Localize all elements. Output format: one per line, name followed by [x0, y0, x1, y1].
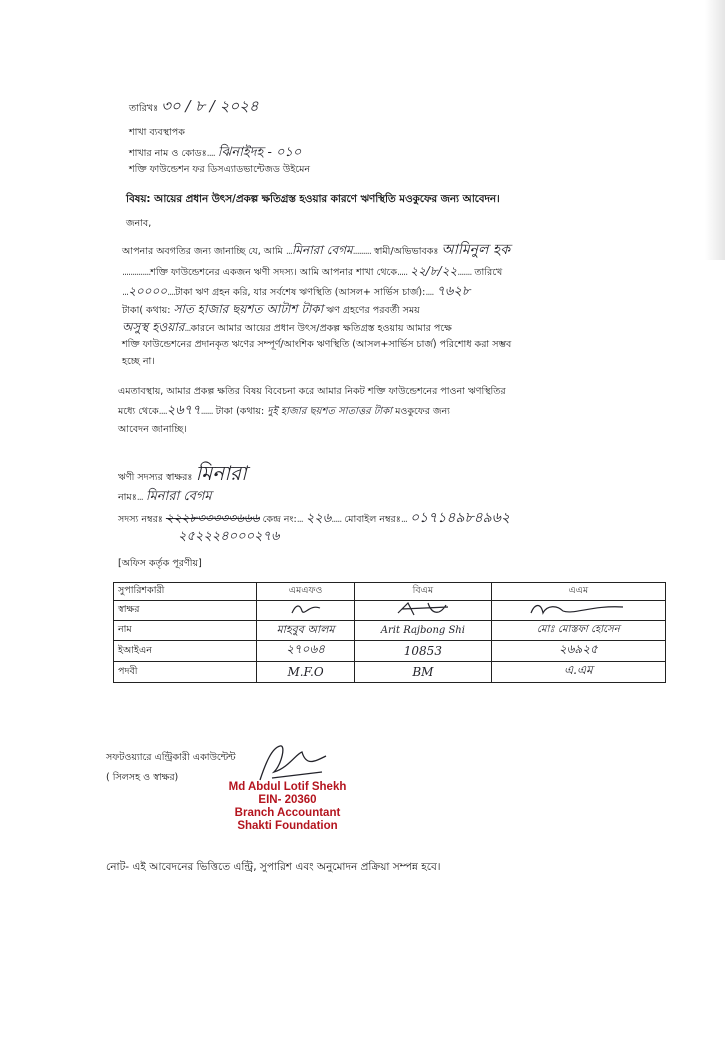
- table-row-label: ইআইএন: [114, 641, 257, 662]
- table-cell: ২৭০৬৪: [257, 641, 355, 662]
- loan-date-field: ২২/৮/২২: [410, 264, 458, 278]
- table-cell: BM: [355, 662, 492, 683]
- table-cell: 10853: [355, 641, 492, 662]
- para2-text2: মধ্যে থেকে: [118, 406, 159, 417]
- loan-amount-field: ২০০০০: [128, 284, 168, 298]
- table-cell: মোঃ মোস্তফা হোসেন: [491, 621, 665, 641]
- guardian-field: আমিনুল হক: [441, 242, 510, 258]
- scan-edge-shadow: [705, 0, 725, 260]
- table-cell: ২৬৯২৫: [491, 641, 665, 662]
- member-id-line: সদস্য নম্বরঃ ২২২৮৩৩৩৩৩৬৬৬ কেন্দ্র নং:... ২২৬..... মোবাইল নম্বরঃ... ০১৭১৪৯৮৪৯৬২: [118, 510, 510, 526]
- table-cell: M.F.O: [257, 662, 355, 683]
- signature-cell-mfo: [257, 601, 355, 621]
- member-id-struck: ২২২৮৩৩৩৩৩৬৬৬: [165, 511, 260, 525]
- table-cell: মাহবুব আলম: [257, 621, 355, 641]
- handwritten-signature: [286, 602, 326, 616]
- table-header-cell: এমএফও: [257, 583, 355, 601]
- recipient-title: শাখা ব্যবস্থাপক: [129, 127, 185, 138]
- handwritten-signature: [388, 601, 458, 617]
- table-row-label: নাম: [114, 621, 257, 641]
- para2-line3: আবেদন জানাচ্ছি।: [118, 424, 187, 435]
- mobile-label: মোবাইল নম্বরঃ: [344, 514, 401, 525]
- stamp-line: Shakti Foundation: [237, 820, 338, 832]
- center-value: ২২৬: [305, 511, 332, 526]
- table-row: [114, 662, 666, 683]
- para2-text3: টাকা (কথায়:: [215, 406, 265, 417]
- table-header-cell: সুপারিশকারী: [114, 583, 257, 601]
- date-line: [129, 97, 259, 115]
- mobile-value: ০১৭১৪৯৮৪৯৬২: [409, 510, 510, 526]
- para1-line6: শক্তি ফাউন্ডেশনের প্রদানকৃত ঋণের সম্পূর্ণ/আংশিক ঋণস্থিতি (আসল+সার্ভিস চার্জ) পরিশোধ করা সম্ভব: [122, 339, 512, 350]
- office-approval-table: [113, 582, 666, 683]
- para1-text1: আপনার অবগতির জন্য জানাচ্ছি যে, আমি: [122, 246, 283, 257]
- handwritten-signature: [523, 601, 633, 617]
- organization-name: শক্তি ফাউন্ডেশন ফর ডিসএ্যাডভান্টেজড উইমেন: [129, 164, 311, 175]
- accountant-signature: [252, 742, 332, 786]
- para1-line4: [122, 303, 420, 317]
- date-value: ৩০ / ৮ / ২০২৪: [161, 97, 259, 115]
- member-signature: মিনারা: [195, 461, 247, 485]
- reason-field: অসুস্থ হওয়ার: [122, 320, 185, 334]
- salutation: জনাব,: [126, 218, 152, 229]
- para1-line5: অসুস্থ হওয়ার...কারনে আমার আয়ের প্রধান উৎস/প্রকল্প ক্ষতিগ্রস্ত হওয়ায় আমার পক্ষে: [122, 320, 452, 334]
- para1-line1: আপনার অবগতির জন্য জানাচ্ছি যে, আমি ...মিনারা বেগম......... স্বামী/অভিভাবকঃ আমিনুল হক: [122, 242, 510, 258]
- para1-text5: টাকা ঋণ গ্রহন করি, যার সর্বশেষ ঋণস্থিতি (আসল+ সার্ভিস চার্জ):: [175, 287, 426, 298]
- stamp-line: Branch Accountant: [234, 807, 341, 819]
- member-id-label: সদস্য নম্বরঃ: [118, 514, 163, 525]
- para1-text4: তারিখে: [474, 267, 503, 278]
- center-label: কেন্দ্র নং:: [262, 514, 297, 525]
- signature-cell-bm: [355, 601, 492, 621]
- accountant-seal-label: ( সিলসহ ও স্বাক্ষর): [106, 772, 179, 783]
- accountant-stamp: [200, 781, 375, 833]
- para1-text6: টাকা( কথায়:: [122, 305, 171, 316]
- subject-line: বিষয়: আয়ের প্রধান উৎস/প্রকল্প ক্ষতিগ্রস্ত হওয়ার কারণে ঋণস্থিতি মওকুফের জন্য আবেদন।: [126, 193, 500, 205]
- date-label: তারিখঃ: [129, 103, 159, 114]
- table-header-cell: বিএম: [355, 583, 492, 601]
- para1-text2: স্বামী/অভিভাবকঃ: [373, 246, 439, 257]
- para2-text4: মওকুফের জন্য: [395, 406, 450, 417]
- member-name-line: নামঃ... মিনারা বেগম: [118, 489, 212, 504]
- table-cell: Arit Rajbong Shi: [355, 621, 492, 641]
- table-header-cell: এএম: [491, 583, 665, 601]
- member-sign-line: [118, 461, 247, 485]
- member-name-value: মিনারা বেগম: [145, 489, 212, 504]
- stamp-line: EIN- 20360: [258, 794, 317, 806]
- para1-line7: হচ্ছে না।: [122, 356, 155, 367]
- branch-line: শাখার নাম ও কোডঃ.... ঝিনাইদহ - ০১০: [129, 145, 302, 160]
- member-name-label: নামঃ: [118, 492, 137, 503]
- para1-text7: ঋণ গ্রহণের পরবর্তী সময়: [326, 305, 420, 316]
- waiver-words-field: দুই হাজার ছয়শত সাতাত্তর টাকা: [267, 406, 393, 417]
- balance-words-field: সাত হাজার ছয়শত আটাশ টাকা: [173, 302, 324, 316]
- para1-line3: ...২০০০০....টাকা ঋণ গ্রহন করি, যার সর্বশেষ ঋণস্থিতি (আসল+ সার্ভিস চার্জ):.... ৭৬২৮: [122, 284, 471, 299]
- para1-text8: কারনে আমার আয়ের প্রধান উৎস/প্রকল্প ক্ষতিগ্রস্ত হওয়ায় আমার পক্ষে: [190, 323, 452, 334]
- balance-field: ৭৬২৮: [436, 284, 471, 299]
- para2-line1: এমতাবস্থায়, আমার প্রকল্প ক্ষতির বিষয় বিবেচনা করে আমার নিকট শক্তি ফাউন্ডেশনের পাওনা ঋণস্থিতির: [118, 386, 506, 397]
- signature-cell-am: [491, 601, 665, 621]
- office-section-label: [অফিস কর্তৃক পূরণীয়]: [118, 558, 202, 569]
- footer-note: নোট- এই আবেদনের ভিত্তিতে এন্ট্রি, সুপারিশ এবং অনুমোদন প্রক্রিয়া সম্পন্ন হবে।: [106, 861, 441, 873]
- para2-line2: মধ্যে থেকে....২৬৭৭...... টাকা (কথায়: দুই হাজার ছয়শত সাতাত্তর টাকা মওকুফের জন্য: [118, 403, 450, 418]
- stamp-line: Md Abdul Lotif Shekh: [228, 781, 347, 793]
- branch-value: ঝিনাইদহ - ০১০: [217, 145, 302, 160]
- table-row: [114, 621, 666, 641]
- table-row-label: পদবী: [114, 662, 257, 683]
- member-sign-label: ঋণী সদস্যর স্বাক্ষরঃ: [118, 472, 193, 483]
- table-cell: এ.এম: [491, 662, 665, 683]
- waiver-amount-field: ২৬৭৭: [166, 403, 201, 418]
- accountant-label: সফটওয়্যারে এন্ট্রিকারী একাউন্টেন্ট: [106, 752, 236, 763]
- para1-text3: শক্তি ফাউন্ডেশনের একজন ঋণী সদস্য। আমি আপনার শাখা থেকে: [150, 267, 397, 278]
- branch-label: শাখার নাম ও কোডঃ: [129, 148, 207, 159]
- table-header-row: [114, 583, 666, 601]
- member-id-value: ২৫২২২৪০০০২৭৬: [178, 529, 280, 544]
- table-row: [114, 601, 666, 621]
- para1-line2: ..............শক্তি ফাউন্ডেশনের একজন ঋণী সদস্য। আমি আপনার শাখা থেকে..... ২২/৮/২২....... তারিখে: [122, 264, 503, 278]
- table-row: [114, 641, 666, 662]
- member-name-field: মিনারা বেগম: [291, 243, 353, 257]
- table-row-label: স্বাক্ষর: [114, 601, 257, 621]
